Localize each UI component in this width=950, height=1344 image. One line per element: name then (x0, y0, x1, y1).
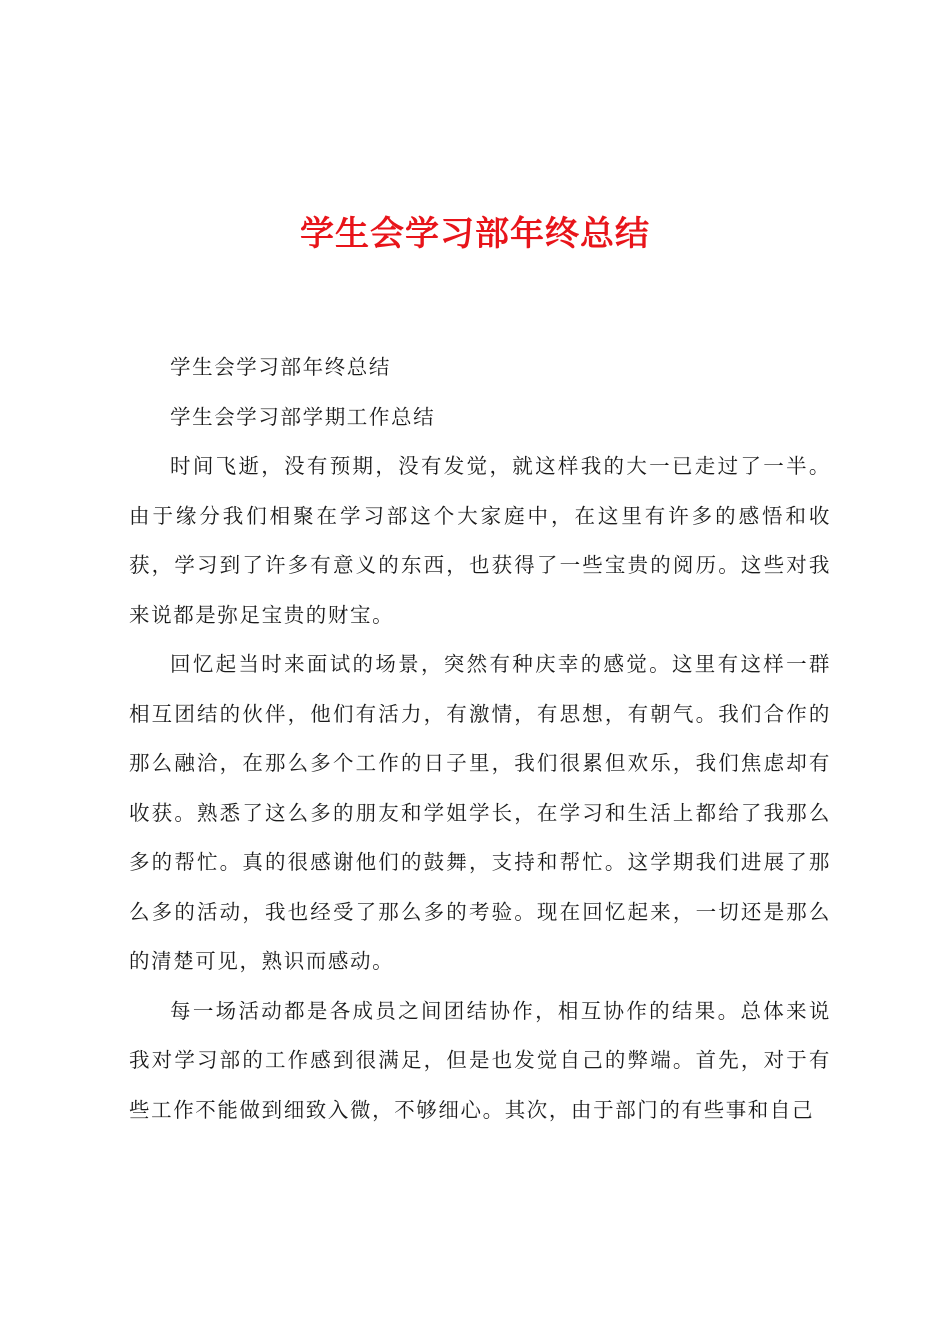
paragraph-reflection: 每一场活动都是各成员之间团结协作，相互协作的结果。总体来说我对学习部的工作感到很满足，但是也发觉自己的弊端。首先，对于有些工作不能做到细致入微，不够细心。其次，由于部门的有些事和自己 (129, 998, 831, 1122)
paragraph-intro: 时间飞逝，没有预期，没有发觉，就这样我的大一已走过了一半。由于缘分我们相聚在学习部这个大家庭中，在这里有许多的感悟和收获，学习到了许多有意义的东西，也获得了一些宝贵的阅历。这些对我来说都是弥足宝贵的财宝。 (129, 454, 831, 627)
document-title: 学生会学习部年终总结 (300, 214, 650, 254)
paragraph-subtitle: 学生会学习部年终总结 (170, 355, 391, 379)
paragraph-subtitle-2: 学生会学习部学期工作总结 (170, 404, 436, 429)
document-body (129, 343, 831, 1135)
paragraph-recollection: 回忆起当时来面试的场景，突然有种庆幸的感觉。这里有这样一群相互团结的伙伴，他们有活力，有激情，有思想，有朝气。我们合作的那么融洽，在那么多个工作的日子里，我们很累但欢乐，我们焦虑却有收获。熟悉了这么多的朋友和学姐学长，在学习和生活上都给了我那么多的帮忙。真的很感谢他们的鼓舞，支持和帮忙。这学期我们进展了那么多的活动，我也经受了那么多的考验。现在回忆起来，一切还是那么的清楚可见，熟识而感动。 (129, 652, 831, 973)
